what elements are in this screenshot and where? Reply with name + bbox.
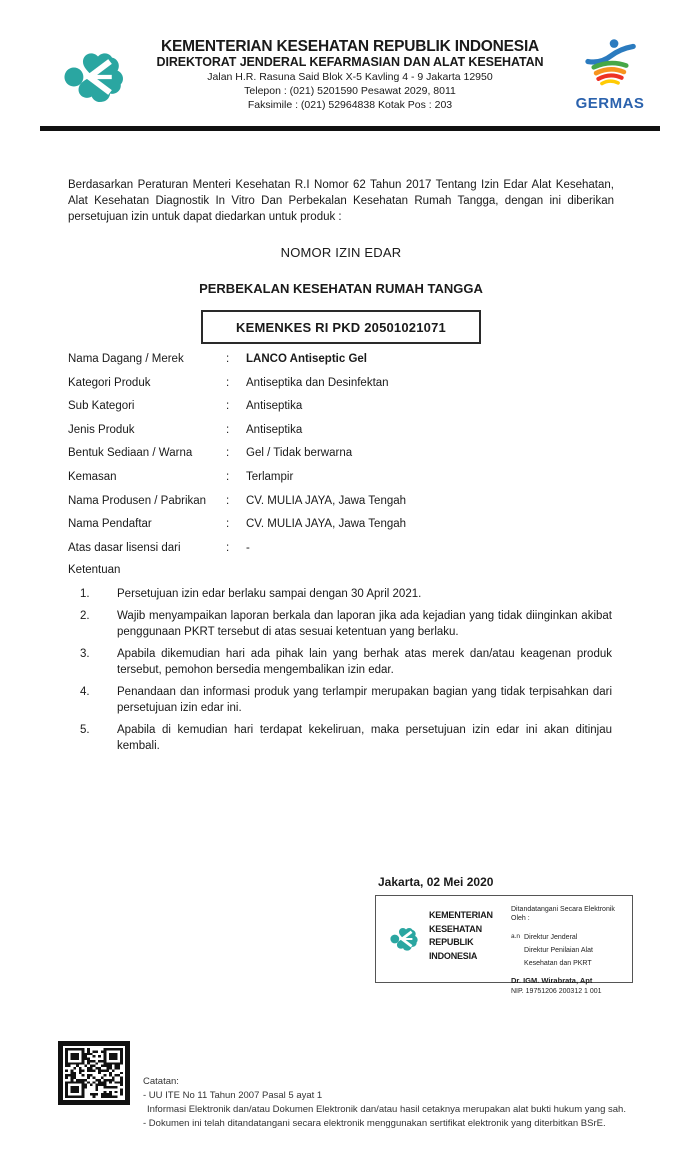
qr-code-pattern xyxy=(65,1048,123,1098)
stamp-signer-titles xyxy=(511,931,628,970)
field-colon: : xyxy=(226,353,230,365)
field-value: Antiseptika xyxy=(246,400,303,413)
stamp-signature-details xyxy=(505,896,632,995)
stamp-signer-name: Dr. IGM. Wirabrata, Apt xyxy=(511,976,593,985)
field-value: LANCO Antiseptic Gel xyxy=(246,353,367,365)
field-value: Gel / Tidak berwarna xyxy=(246,447,353,460)
field-row xyxy=(68,400,614,424)
terms-list xyxy=(80,586,612,760)
stamp-org-line: KEMENTERIAN xyxy=(429,910,493,920)
stamp-org-name xyxy=(429,896,505,982)
field-label: Bentuk Sediaan / Warna xyxy=(68,447,193,460)
field-row xyxy=(68,495,614,519)
germas-logo xyxy=(558,36,662,112)
field-colon: : xyxy=(226,376,230,389)
phone-line: Telepon : (021) 5201590 Pesawat 2029, 8011 xyxy=(244,85,456,97)
field-value: Terlampir xyxy=(246,470,294,483)
intro-paragraph: Berdasarkan Peraturan Menteri Kesehatan R.I Nomor 62 Tahun 2017 Tentang Izin Edar Alat Kesehatan, Alat Kesehatan Diagnostik In Vitro Dan Perbekalan Kesehatan Rumah Tangga, dengan ini diberikan persetujuan izin untuk dapat diedarkan untuk produk : xyxy=(68,179,614,223)
field-label: Sub Kategori xyxy=(68,400,135,413)
field-label: Nama Pendaftar xyxy=(68,518,152,531)
field-colon: : xyxy=(226,541,230,554)
field-row xyxy=(68,353,614,377)
term-item xyxy=(80,722,612,754)
term-number: 4. xyxy=(80,686,90,698)
electronic-signature-stamp xyxy=(375,895,633,995)
field-row xyxy=(68,518,614,542)
directorate-name: DIREKTORAT JENDERAL KEFARMASIAN DAN ALAT KESEHATAN xyxy=(156,55,544,69)
license-number: KEMENKES RI PKD 20501021071 xyxy=(236,319,446,335)
header-divider xyxy=(40,126,660,131)
qr-code xyxy=(58,1041,130,1105)
field-label: Nama Produsen / Pabrikan xyxy=(68,494,207,507)
field-label: Kategori Produk xyxy=(68,376,151,389)
term-text: Apabila dikemudian hari ada pihak lain yang berhak atas merek dan/atau keagenan produk tersebut, pemohon bersedia mengembalikan izin edar. xyxy=(117,648,612,676)
note-line: - Dokumen ini telah ditandatangani secara elektronik menggunakan sertifikat elektronik yang diterbitkan BSrE. xyxy=(143,1118,606,1129)
stamp-title-2: Direktur Penilaian Alat Kesehatan dan PKRT xyxy=(524,947,593,967)
field-row xyxy=(68,377,614,401)
term-number: 5. xyxy=(80,724,90,736)
field-colon: : xyxy=(226,447,230,460)
term-text: Persetujuan izin edar berlaku sampai dengan 30 April 2021. xyxy=(117,588,422,600)
signature-place-date: Jakarta, 02 Mei 2020 xyxy=(378,875,494,889)
address-line: Jalan H.R. Rasuna Said Blok X-5 Kavling 4 - 9 Jakarta 12950 xyxy=(207,71,493,83)
kemenkes-logo-icon xyxy=(50,34,146,120)
field-value: Antiseptika xyxy=(246,423,303,436)
field-value: - xyxy=(246,541,250,554)
license-heading: NOMOR IZIN EDAR xyxy=(280,245,402,260)
germas-figure-icon xyxy=(579,36,641,94)
footer-notes xyxy=(143,1075,626,1131)
field-row xyxy=(68,471,614,495)
germas-label: GERMAS xyxy=(575,95,645,112)
terms-heading: Ketentuan xyxy=(68,564,121,576)
field-value: Antiseptika dan Desinfektan xyxy=(246,376,389,389)
field-colon: : xyxy=(226,494,230,507)
field-colon: : xyxy=(226,518,230,531)
stamp-org-line: REPUBLIK xyxy=(429,937,474,947)
note-line: - UU ITE No 11 Tahun 2007 Pasal 5 ayat 1 xyxy=(143,1090,323,1101)
term-number: 2. xyxy=(80,610,90,622)
field-label: Jenis Produk xyxy=(68,423,135,436)
ministry-name: KEMENTERIAN KESEHATAN REPUBLIK INDONESIA xyxy=(160,38,540,55)
field-value: CV. MULIA JAYA, Jawa Tengah xyxy=(246,518,407,531)
term-item xyxy=(80,684,612,716)
term-item xyxy=(80,586,612,602)
stamp-signer-nip: NIP. 19751206 200312 1 001 xyxy=(511,988,602,995)
field-colon: : xyxy=(226,400,230,413)
fax-line: Faksimile : (021) 52964838 Kotak Pos : 203 xyxy=(247,99,453,111)
stamp-org-line: KESEHATAN xyxy=(429,923,482,934)
field-label: Kemasan xyxy=(68,470,117,483)
field-colon: : xyxy=(226,470,230,483)
stamp-signed-label: Ditandatangani Secara Elektronik Oleh : xyxy=(511,906,615,922)
field-row xyxy=(68,447,614,471)
stamp-org-line: INDONESIA xyxy=(429,950,478,961)
field-row xyxy=(68,542,614,566)
license-subheading: PERBEKALAN KESEHATAN RUMAH TANGGA xyxy=(199,281,483,296)
field-label: Nama Dagang / Merek xyxy=(68,353,184,365)
term-text: Wajib menyampaikan laporan berkala dan laporan jika ada kejadian yang tidak diinginkan akibat penggunaan PKRT tersebut di atas sesuai ketentuan yang berlaku. xyxy=(117,610,612,638)
letterhead xyxy=(140,38,560,112)
field-colon: : xyxy=(226,423,230,436)
field-label: Atas dasar lisensi dari xyxy=(68,541,181,554)
product-fields xyxy=(68,353,614,565)
field-row xyxy=(68,424,614,448)
term-text: Apabila di kemudian hari terdapat kekeliruan, maka persetujuan izin edar ini akan ditinjau kembali. xyxy=(117,724,612,752)
field-value: CV. MULIA JAYA, Jawa Tengah xyxy=(246,494,407,507)
stamp-title-1: Direktur Jenderal xyxy=(524,934,578,941)
note-line: Informasi Elektronik dan/atau Dokumen Elektronik dan/atau hasil cetaknya merupakan alat bukti hukum yang sah. xyxy=(147,1104,626,1115)
stamp-kemenkes-logo-icon xyxy=(386,906,426,972)
license-number-box xyxy=(201,310,481,344)
notes-title: Catatan: xyxy=(143,1076,179,1087)
stamp-an-label: a.n xyxy=(511,933,521,940)
term-number: 1. xyxy=(80,588,90,600)
license-block xyxy=(68,245,614,344)
term-number: 3. xyxy=(80,648,90,660)
term-item xyxy=(80,608,612,640)
term-item xyxy=(80,646,612,678)
term-text: Penandaan dan informasi produk yang terlampir merupakan bagian yang tidak terpisahkan dari persetujuan izin edar ini. xyxy=(117,686,612,714)
